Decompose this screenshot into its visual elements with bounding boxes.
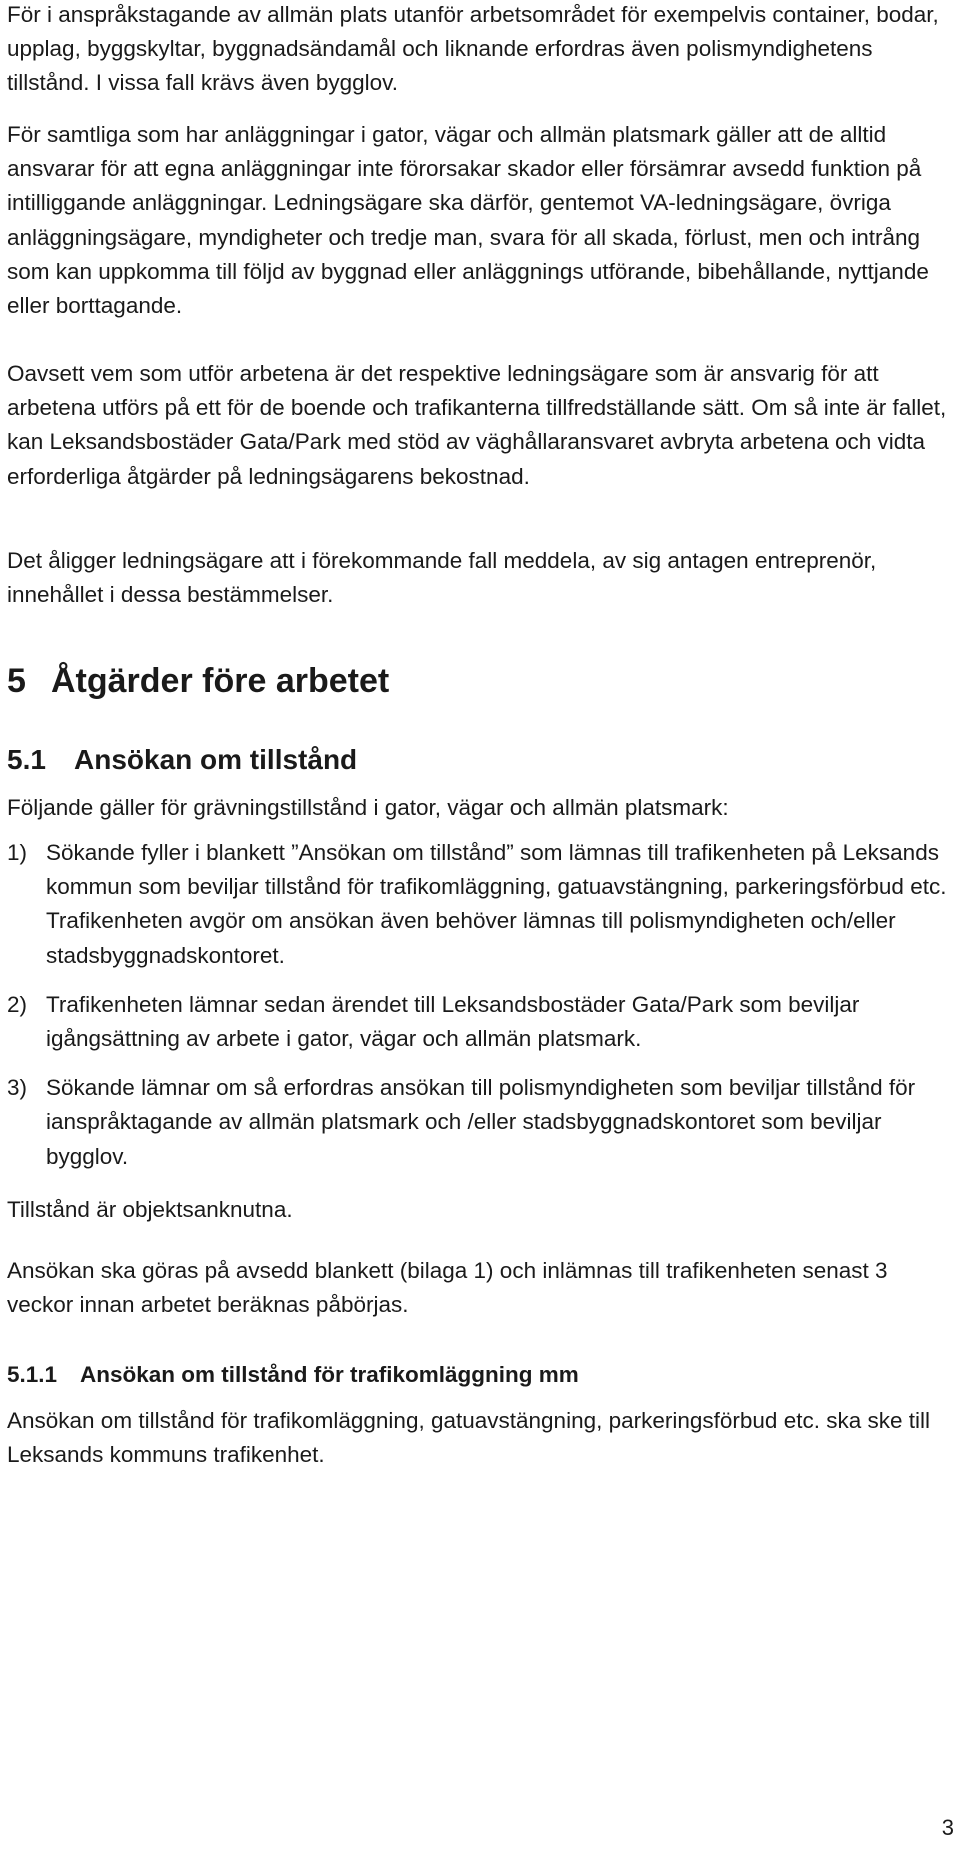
list-marker: 1)	[7, 840, 28, 865]
paragraph-owner-responsibility: För samtliga som har anläggningar i gator, vägar och allmän platsmark gäller att de alltid ansvarar för att egna anläggningar inte förorsakar skador eller försämrar avsedd funktion på intilliggande anläggningar. Ledningsägare ska därför, gentemot VA-ledningsägare, övriga anläggningsägare, myndigheter och tredje man, svara för all skada, förlust, men och intrång som kan uppkomma till följd av byggnad eller anläggnings utförande, bibehållande, nyttjande eller borttagande.	[7, 122, 929, 319]
section-heading-5	[7, 661, 389, 701]
paragraph-work-execution: Oavsett vem som utför arbetena är det respektive ledningsägare som är ansvarig för att arbetena utförs på ett för de boende och trafikanterna tillfredställande sätt. Om så inte är fallet, kan Leksandsbostäder Gata/Park med stöd av väghållaransvaret avbryta arbetena och vidta erforderliga åtgärder på ledningsägarens bekostnad.	[7, 361, 947, 489]
note-object-bound: Tillstånd är objektsanknutna.	[7, 1197, 293, 1222]
paragraph-traffic-application: Ansökan om tillstånd för trafikomläggning, gatuavstängning, parkeringsförbud etc. ska ske till Leksands kommuns trafikenhet.	[7, 1408, 930, 1468]
list-item	[7, 1071, 952, 1174]
section-title: Ansökan om tillstånd för trafikomläggning mm	[80, 1362, 579, 1387]
paragraph-public-space-permit: För i anspråkstagande av allmän plats utanför arbetsområdet för exempelvis container, bodar, upplag, byggskyltar, byggnadsändamål och liknande erfordras även polismyndighetens tillstånd. I vissa fall krävs även bygglov.	[7, 2, 939, 96]
list-marker: 3)	[7, 1075, 28, 1101]
section-5-1-intro: Följande gäller för grävningstillstånd i gator, vägar och allmän platsmark:	[7, 795, 729, 820]
section-number: 5.1	[7, 744, 46, 775]
section-number: 5.1.1	[7, 1362, 58, 1387]
list-item	[7, 836, 952, 973]
section-number: 5	[7, 662, 26, 700]
application-steps-list	[7, 836, 952, 1174]
section-title: Åtgärder före arbetet	[51, 662, 390, 700]
list-item	[7, 988, 952, 1056]
section-title: Ansökan om tillstånd	[74, 744, 358, 775]
paragraph-application-deadline: Ansökan ska göras på avsedd blankett (bilaga 1) och inlämnas till trafikenheten senast 3 veckor innan arbetet beräknas påbörjas.	[7, 1258, 888, 1318]
list-item-text: Trafikenheten lämnar sedan ärendet till Leksandsbostäder Gata/Park som beviljar igångsättning av arbete i gator, vägar och allmän platsmark.	[46, 991, 860, 1052]
section-heading-5-1	[7, 742, 357, 778]
paragraph-contractor-info: Det åligger ledningsägare att i förekommande fall meddela, av sig antagen entreprenör, innehållet i dessa bestämmelser.	[7, 548, 877, 608]
list-item-text: Sökande lämnar om så erfordras ansökan till polismyndigheten som beviljar tillstånd för ianspråktagande av allmän platsmark och /eller stadsbyggnadskontoret som beviljar bygglov.	[46, 1075, 916, 1169]
section-heading-5-1-1	[7, 1358, 579, 1392]
list-item-text: Sökande fyller i blankett ”Ansökan om tillstånd” som lämnas till trafikenheten på Leksands kommun som beviljar tillstånd för trafikomläggning, gatuavstängning, parkeringsförbud etc. Trafikenheten avgör om ansökan även behöver lämnas till polismyndigheten och/eller stadsbyggnadskontoret.	[46, 840, 947, 968]
list-marker: 2)	[7, 991, 28, 1017]
page-number: 3	[941, 1815, 954, 1840]
